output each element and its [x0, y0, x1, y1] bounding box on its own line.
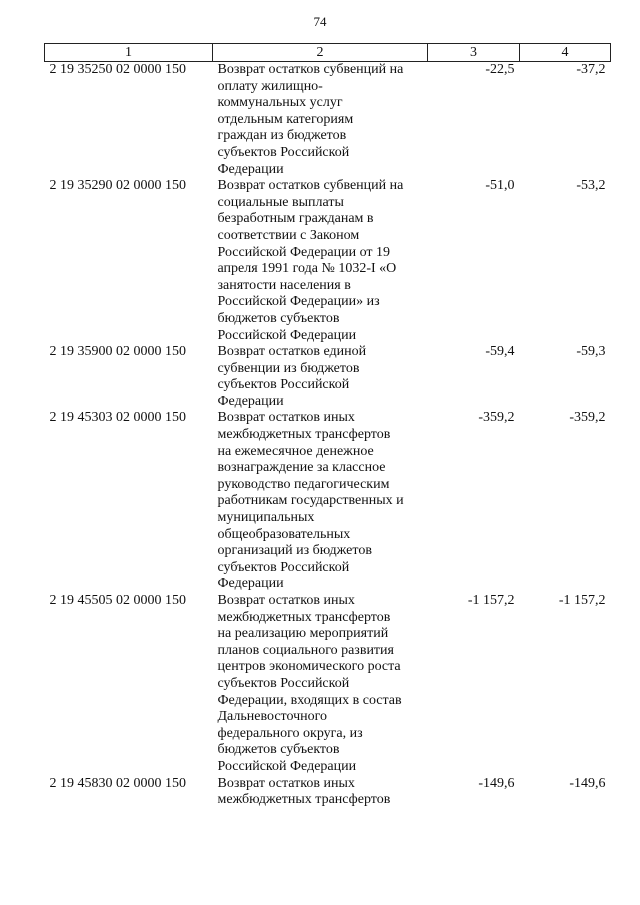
description-line: на реализацию мероприятий [217, 626, 389, 642]
description-line: бюджетов субъектов [217, 742, 340, 758]
description-line: коммунальных услуг [217, 95, 343, 111]
description-line: Федерации [217, 161, 284, 177]
value-col-4: -59,3 [576, 344, 606, 360]
description-line: апреля 1991 года № 1032-I «О [217, 261, 397, 277]
budget-code: 2 19 35250 02 0000 150 [49, 62, 186, 77]
budget-description [213, 593, 428, 776]
description-line: Российской Федерации [217, 327, 357, 343]
description-line: Возврат остатков иных [217, 775, 355, 791]
value-col-4: -37,2 [576, 62, 606, 77]
table-row [45, 593, 611, 776]
description-line: Российской Федерации» из [217, 294, 380, 310]
description-line: межбюджетных трансфертов [217, 609, 391, 625]
description-line: Возврат остатков иных [217, 410, 355, 426]
value-col-3: -1 157,2 [467, 593, 515, 608]
description-line: руководство педагогическим [217, 476, 390, 492]
description-line: Федерации [217, 393, 284, 409]
description-line: на ежемесячное денежное [217, 443, 374, 459]
header-col-4: 4 [520, 44, 611, 62]
description-line: Федерации, входящих в состав [217, 692, 402, 708]
budget-table [44, 43, 611, 809]
budget-description [213, 344, 428, 410]
description-line: Дальневосточного [217, 709, 328, 725]
budget-code: 2 19 45505 02 0000 150 [49, 593, 186, 608]
description-line: граждан из бюджетов [217, 128, 347, 144]
header-col-3: 3 [428, 44, 520, 62]
description-line: межбюджетных трансфертов [217, 792, 391, 808]
table-body [45, 62, 611, 809]
value-col-4: -359,2 [569, 410, 606, 426]
description-line: оплату жилищно- [217, 78, 323, 94]
description-line: Возврат остатков иных [217, 593, 355, 608]
description-line: Возврат остатков субвенций на [217, 62, 404, 77]
description-line: отдельным категориям [217, 111, 354, 127]
value-col-4: -149,6 [569, 775, 606, 791]
description-line: муниципальных [217, 510, 315, 526]
value-col-3: -51,0 [485, 178, 515, 194]
description-line: планов социального развития [217, 642, 394, 658]
description-line: Возврат остатков субвенций на [217, 178, 404, 194]
table-row [45, 178, 611, 344]
table-header [45, 44, 611, 62]
budget-code: 2 19 35900 02 0000 150 [49, 344, 186, 360]
header-row [45, 44, 611, 62]
budget-description [213, 776, 428, 809]
description-line: вознаграждение за классное [217, 460, 386, 476]
value-col-3: -149,6 [478, 775, 515, 791]
table-row [45, 776, 611, 809]
budget-code: 2 19 35290 02 0000 150 [49, 178, 186, 194]
value-col-4: -1 157,2 [558, 593, 606, 608]
description-line: социальные выплаты [217, 194, 344, 210]
description-line: работникам государственных и [217, 493, 404, 509]
description-line: общеобразовательных [217, 526, 351, 542]
budget-code: 2 19 45830 02 0000 150 [49, 775, 186, 791]
description-line: федерального округа, из [217, 725, 363, 741]
description-line: субъектов Российской [217, 675, 350, 691]
description-line: субъектов Российской [217, 377, 350, 393]
description-line: занятости населения в [217, 277, 351, 293]
description-line: межбюджетных трансфертов [217, 427, 391, 443]
description-line: субвенции из бюджетов [217, 360, 360, 376]
description-line: организаций из бюджетов [217, 543, 372, 559]
description-line: Российской Федерации [217, 758, 357, 774]
description-line: субъектов Российской [217, 144, 350, 160]
description-line: бюджетов субъектов [217, 310, 340, 326]
table-row [45, 62, 611, 179]
value-col-3: -22,5 [485, 62, 515, 77]
table-row [45, 344, 611, 410]
description-line: центров экономического роста [217, 659, 401, 675]
description-line: Федерации [217, 576, 284, 592]
header-col-2: 2 [213, 44, 428, 62]
budget-code: 2 19 45303 02 0000 150 [49, 410, 186, 426]
value-col-3: -359,2 [478, 410, 515, 426]
description-line: Возврат остатков единой [217, 344, 367, 360]
table-row [45, 410, 611, 593]
budget-description [213, 62, 428, 179]
header-col-1: 1 [45, 44, 213, 62]
value-col-4: -53,2 [576, 178, 606, 194]
description-line: субъектов Российской [217, 559, 350, 575]
page-number: 74 [313, 14, 327, 29]
description-line: безработным гражданам в [217, 211, 374, 227]
description-line: Российской Федерации от 19 [217, 244, 391, 260]
budget-description [213, 410, 428, 593]
description-line: соответствии с Законом [217, 227, 360, 243]
value-col-3: -59,4 [485, 344, 515, 360]
budget-description [213, 178, 428, 344]
